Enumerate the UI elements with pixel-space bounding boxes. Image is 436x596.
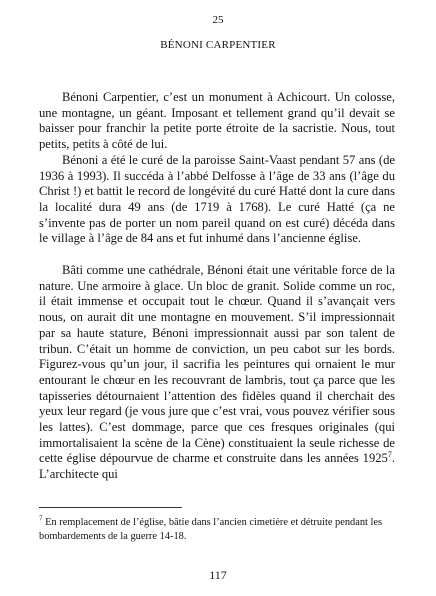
footnote-text: En remplacement de l’église, bâtie dans l’ancien cimetière et détruite pendant les bombardements de la guerre 14-18. [39, 517, 383, 543]
paragraph-portrait [39, 263, 395, 483]
paragraph-portrait-text: Bâti comme une cathédrale, Bénoni était une véritable force de la nature. Une armoire à glace. Un bloc de granit. Solide comme un roc, il était immense et occupait tout le chœur. Quand il s’avançait vers nous, on aurait dit une montagne en mouvement. S’il impressionnait par sa haute stature, Bénoni impressionnait aussi par son talent de tribun. C’était un homme de conviction, un peu cabot sur les bords. Figurez-vous qu’un jour, il sacrifia les peintures qui ornaient le mur entourant le chœur en les recouvrant de lambris, tout ça parce que les tapisseries détournaient l’attention des fidèles quand il cherchait des yeux leur regard (je vous jure que c’est vrai, vous pouvez vérifier sous les lattes). C’est dommage, parce que ces fresques originales (qui immortalisaient la scène de la Cène) constituaient la seule richesse de cette église dépourvue de charme et construite dans les années 1925 [39, 263, 395, 466]
footnote-marker: 7 [39, 514, 43, 523]
footnote-reference: 7 [387, 450, 392, 460]
page-number-bottom: 117 [209, 568, 227, 582]
page-number-top: 25 [212, 14, 224, 26]
footnote-separator [39, 507, 182, 508]
chapter-body [39, 90, 395, 483]
paragraph-portrait-tail: . L’architecte qui [39, 451, 395, 482]
paragraph-parish-history: Bénoni a été le curé de la paroisse Saint-Vaast pendant 57 ans (de 1936 à 1993). Il succéda à l’abbé Delfosse à l’âge de 33 ans (l’âge du Christ !) et battit le record de longévité du curé Hatté dont la cure dans la localité dura 49 ans (de 1719 à 1768). Le curé Hatté (ça ne s’invente pas de porter un nom pareil quand on est curé) décéda dans le village à l’âge de 84 ans et fut inhumé dans l’ancienne église. [39, 152, 395, 246]
footnote [39, 516, 399, 544]
running-title: BÉNONI CARPENTIER [160, 39, 276, 51]
paragraph-intro: Bénoni Carpentier, c’est un monument à Achicourt. Un colosse, une montagne, un géant. Imposant et tellement grand qu’il devait se baisser pour franchir la petite porte étroite de la sacristie. Nous, tout petits, petits à côté de lui. [39, 90, 395, 152]
